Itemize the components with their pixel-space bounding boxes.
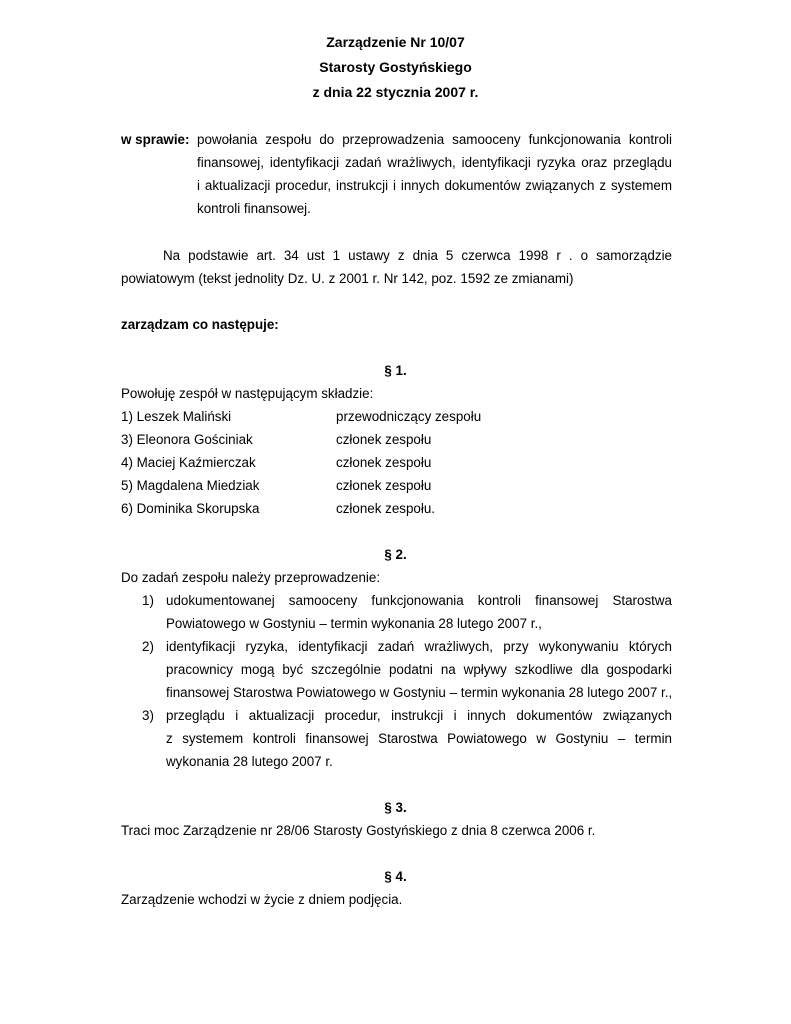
task-line: przeglądu i aktualizacji procedur, instrukcji i innych dokumentów związanych (166, 708, 672, 723)
member-name: 6) Dominika Skorupska (121, 501, 260, 516)
member-name: 1) Leszek Maliński (121, 409, 232, 424)
section-3-heading: § 3. (384, 800, 407, 815)
section-2-intro: Do zadań zespołu należy przeprowadzenie: (121, 570, 381, 585)
title-line-3: z dnia 22 stycznia 2007 r. (312, 84, 479, 100)
section-4-text: Zarządzenie wchodzi w życie z dniem podjęcia. (121, 892, 403, 907)
task-line: finansowej Starostwa Powiatowego w Gostyniu – termin wykonania 28 lutego 2007 r., (166, 685, 673, 700)
member-role: członek zespołu. (336, 501, 435, 516)
title-line-1: Zarządzenie Nr 10/07 (326, 34, 465, 50)
subject-line-4: kontroli finansowej. (197, 201, 311, 216)
task-line: Powiatowego w Gostyniu – termin wykonania 28 lutego 2007 r., (166, 616, 542, 631)
task-number: 1) (142, 593, 154, 608)
task-line: z systemem kontroli finansowej Starostwa Powiatowego w Gostyniu – termin (166, 731, 672, 746)
basis-line-2: powiatowym (tekst jednolity Dz. U. z 2001 r. Nr 142, poz. 1592 ze zmianami) (121, 271, 574, 286)
subject-line-3: i aktualizacji procedur, instrukcji i innych dokumentów związanych z systemem (197, 178, 672, 193)
basis-line-1: Na podstawie art. 34 ust 1 ustawy z dnia 5 czerwca 1998 r . o samorządzie (163, 248, 672, 263)
member-name: 3) Eleonora Gościniak (121, 432, 253, 447)
section-3-text: Traci moc Zarządzenie nr 28/06 Starosty Gostyńskiego z dnia 8 czerwca 2006 r. (121, 823, 596, 838)
task-line: udokumentowanej samooceny funkcjonowania kontroli finansowej Starostwa (166, 593, 672, 608)
member-role: członek zespołu (336, 478, 432, 493)
section-4-heading: § 4. (384, 869, 407, 884)
subject-label: w sprawie: (121, 132, 190, 147)
task-number: 2) (142, 639, 154, 654)
member-role: przewodniczący zespołu (336, 409, 482, 424)
section-1-intro: Powołuję zespół w następującym składzie: (121, 386, 374, 401)
task-number: 3) (142, 708, 154, 723)
member-name: 4) Maciej Kaźmierczak (121, 455, 256, 470)
title-line-2: Starosty Gostyńskiego (319, 59, 472, 75)
task-line: identyfikacji ryzyka, identyfikacji zadań wrażliwych, przy wykonywaniu których (166, 639, 672, 654)
section-2-heading: § 2. (384, 547, 407, 562)
task-line: pracownicy mogą być szczególnie podatni na wpływy szkodliwe dla gospodarki (166, 662, 672, 677)
subject-line-2: finansowej, identyfikacji zadań wrażliwych, identyfikacji ryzyka oraz przeglądu (197, 155, 672, 170)
task-line: wykonania 28 lutego 2007 r. (166, 754, 333, 769)
subject-line-1: powołania zespołu do przeprowadzenia samooceny funkcjonowania kontroli (197, 132, 672, 147)
member-role: członek zespołu (336, 455, 432, 470)
section-1-heading: § 1. (384, 363, 407, 378)
order-phrase: zarządzam co następuje: (121, 317, 279, 332)
member-role: członek zespołu (336, 432, 432, 447)
member-name: 5) Magdalena Miedziak (121, 478, 260, 493)
